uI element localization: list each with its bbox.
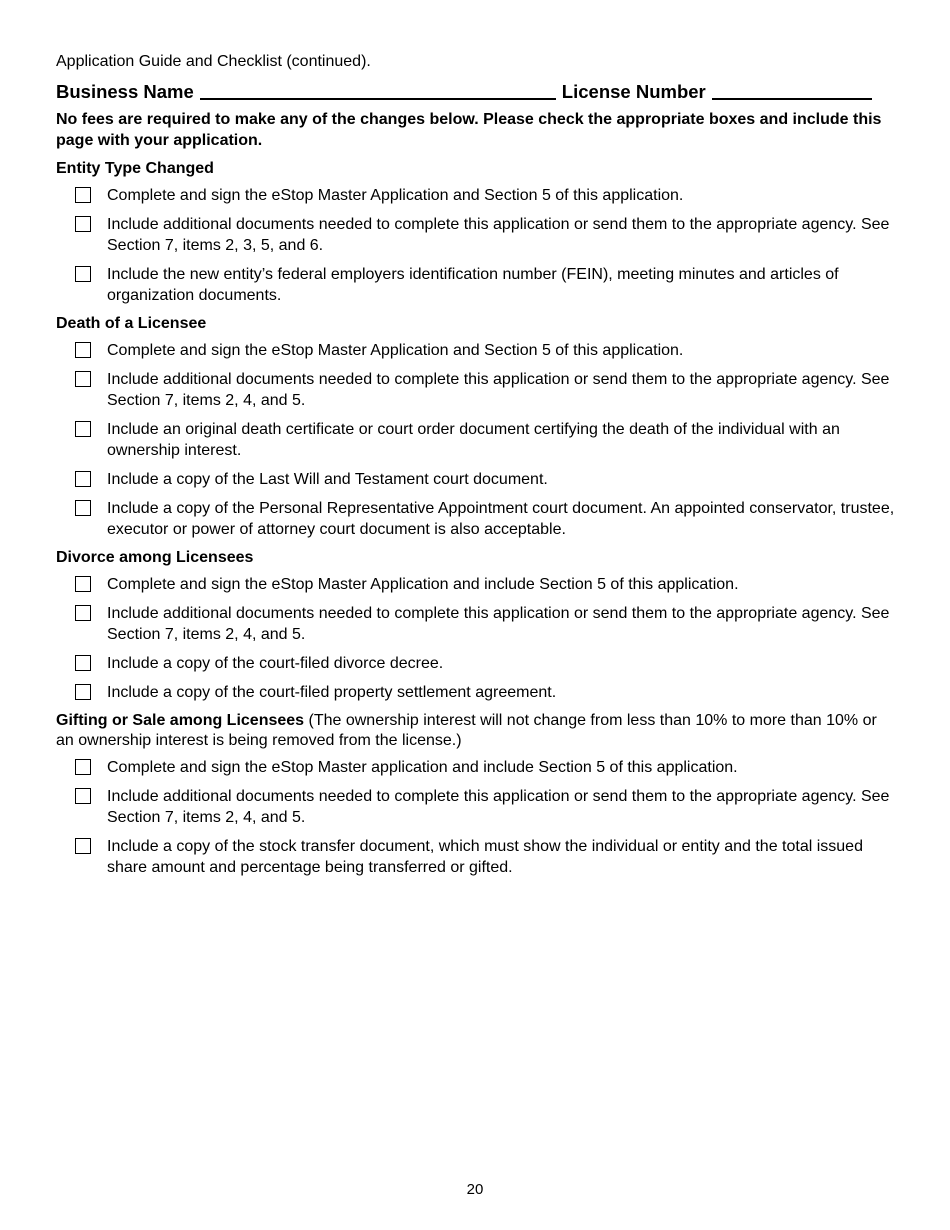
checklist-item-text: Include the new entity’s federal employers identification number (FEIN), meeting minutes and articles of organization documents. <box>107 266 839 304</box>
checklist-item <box>56 757 896 778</box>
checklist-item <box>56 603 896 645</box>
checklist-item <box>56 264 896 306</box>
business-name-label: Business Name <box>56 81 194 102</box>
checkbox[interactable] <box>75 838 91 854</box>
checklist-item <box>56 340 896 361</box>
business-name-field[interactable] <box>200 82 556 100</box>
section-heading-title: Death of a Licensee <box>56 315 207 332</box>
checklist-item <box>56 786 896 828</box>
checkbox[interactable] <box>75 576 91 592</box>
checklist-item-text: Complete and sign the eStop Master Application and include Section 5 of this application. <box>107 576 739 593</box>
checklist-item <box>56 574 896 595</box>
checkbox[interactable] <box>75 759 91 775</box>
checkbox[interactable] <box>75 371 91 387</box>
checkbox[interactable] <box>75 655 91 671</box>
license-number-label: License Number <box>561 81 706 102</box>
checklist-item-text: Include additional documents needed to complete this application or send them to the appropriate agency. See Section 7, items 2, 3, 5, and 6. <box>107 216 890 254</box>
guide-title: Application Guide and Checklist (continued). <box>56 53 371 70</box>
checklist-item <box>56 185 896 206</box>
header-fields <box>56 80 896 103</box>
checklist-item-text: Include a copy of the court-filed property settlement agreement. <box>107 684 557 701</box>
checklist-item <box>56 469 896 490</box>
section-heading-title: Gifting or Sale among Licensees <box>56 712 305 729</box>
checkbox[interactable] <box>75 684 91 700</box>
section-heading <box>56 548 896 568</box>
section-entity-type-changed <box>56 159 896 306</box>
page-number: 20 <box>466 1181 484 1198</box>
checkbox[interactable] <box>75 500 91 516</box>
license-number-field[interactable] <box>712 82 872 100</box>
checkbox[interactable] <box>75 187 91 203</box>
checklist-item <box>56 498 896 540</box>
checkbox[interactable] <box>75 605 91 621</box>
no-fees-notice: No fees are required to make any of the changes below. Please check the appropriate boxes and include this page with your application. <box>56 111 882 149</box>
checklist-item-text: Complete and sign the eStop Master Application and Section 5 of this application. <box>107 187 684 204</box>
section-heading-title: Entity Type Changed <box>56 160 214 177</box>
checklist-item-text: Include an original death certificate or court order document certifying the death of the individual with an ownership interest. <box>107 421 840 459</box>
section-divorce-among-licensees <box>56 548 896 703</box>
checklist-item-text: Include a copy of the Personal Representative Appointment court document. An appointed conservator, trustee, executor or power of attorney court document is also acceptable. <box>107 500 895 538</box>
checklist-item-text: Include a copy of the Last Will and Testament court document. <box>107 471 548 488</box>
checkbox[interactable] <box>75 266 91 282</box>
checklist-item <box>56 653 896 674</box>
checklist-item <box>56 682 896 703</box>
checklist-item-text: Include additional documents needed to complete this application or send them to the appropriate agency. See Section 7, items 2, 4, and 5. <box>107 605 890 643</box>
checklist-item <box>56 836 896 878</box>
section-gifting-or-sale <box>56 711 896 878</box>
checkbox[interactable] <box>75 788 91 804</box>
checklist-item-text: Include a copy of the court-filed divorce decree. <box>107 655 444 672</box>
checkbox[interactable] <box>75 342 91 358</box>
section-heading <box>56 711 896 751</box>
checkbox[interactable] <box>75 421 91 437</box>
section-heading-note: (The ownership interest will not change from less than 10% to more than 10% or an ownership interest is being removed from the license.) <box>56 712 877 749</box>
checklist-item-text: Complete and sign the eStop Master application and include Section 5 of this application. <box>107 759 738 776</box>
checklist-item-text: Include a copy of the stock transfer document, which must show the individual or entity and the total issued share amount and percentage being transferred or gifted. <box>107 838 863 876</box>
section-death-of-licensee <box>56 314 896 540</box>
checklist-item-text: Complete and sign the eStop Master Application and Section 5 of this application. <box>107 342 684 359</box>
checklist-item-text: Include additional documents needed to complete this application or send them to the appropriate agency. See Section 7, items 2, 4, and 5. <box>107 788 890 826</box>
checklist-item <box>56 419 896 461</box>
section-heading-title: Divorce among Licensees <box>56 549 254 566</box>
checkbox[interactable] <box>75 471 91 487</box>
checklist-item-text: Include additional documents needed to complete this application or send them to the appropriate agency. See Section 7, items 2, 4, and 5. <box>107 371 890 409</box>
checklist-page <box>56 52 896 886</box>
checklist-item <box>56 214 896 256</box>
section-heading <box>56 159 896 179</box>
checkbox[interactable] <box>75 216 91 232</box>
checklist-item <box>56 369 896 411</box>
section-heading <box>56 314 896 334</box>
